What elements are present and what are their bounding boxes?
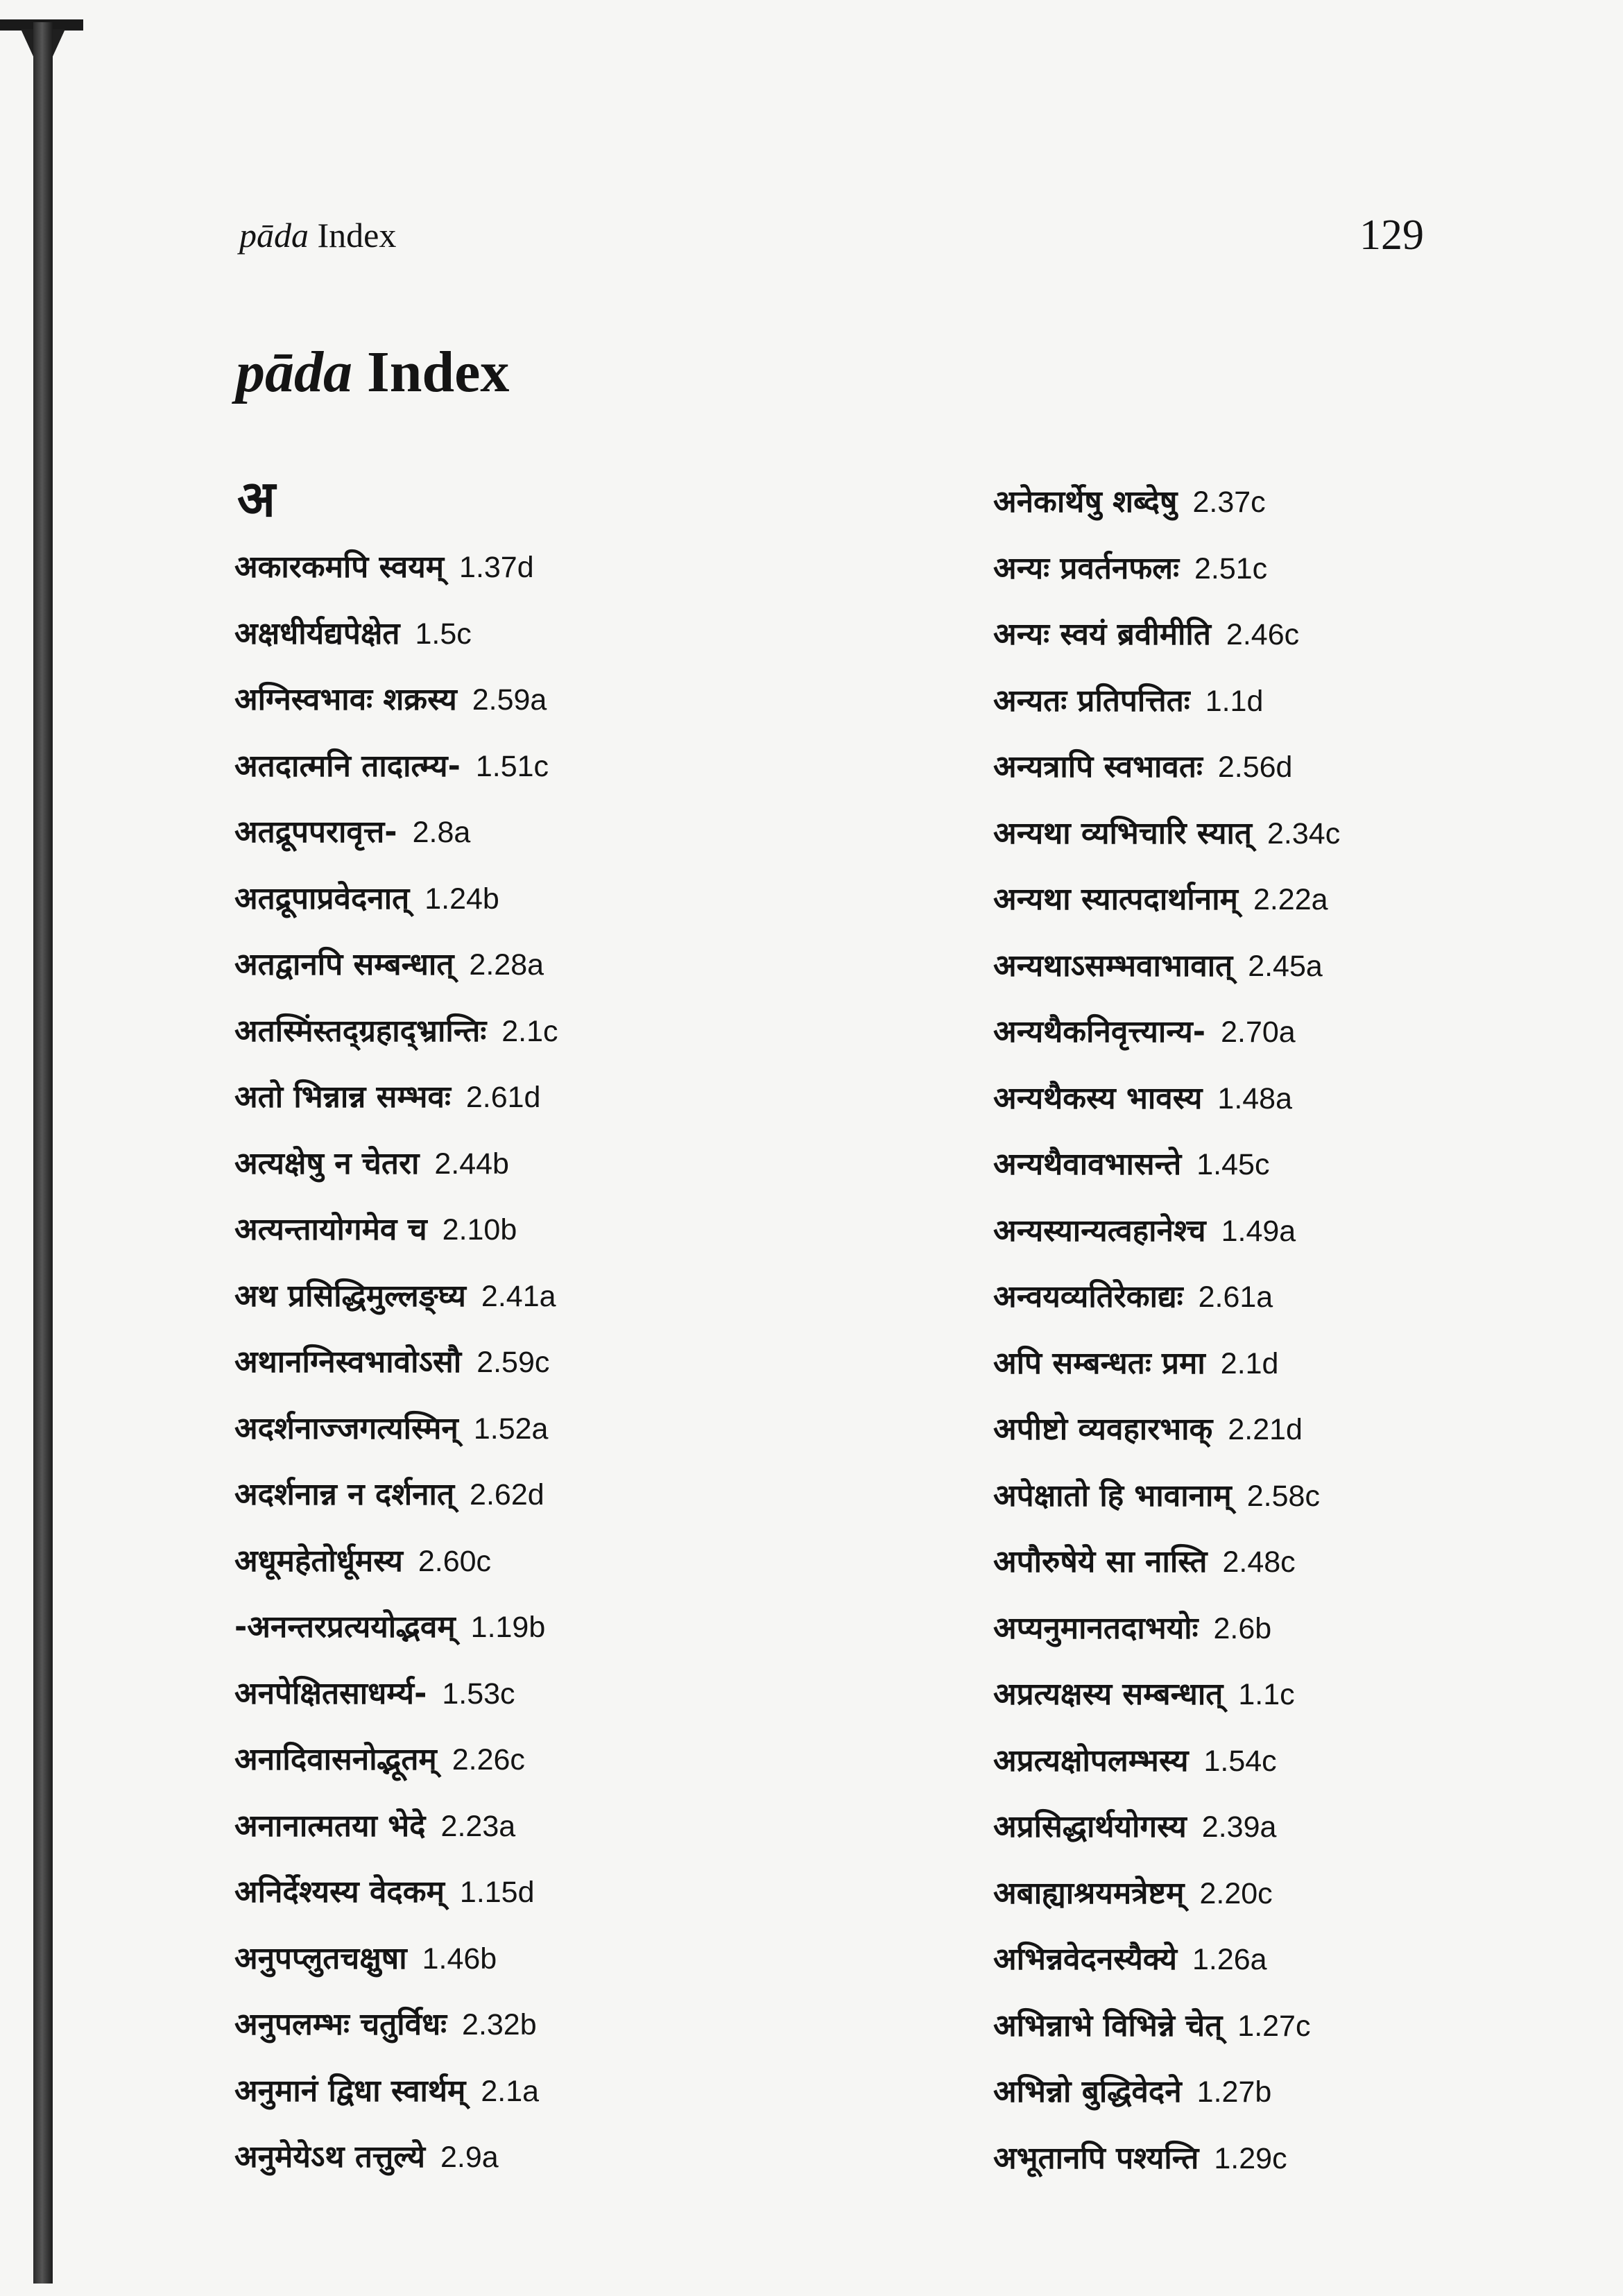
entry-pada: अनुमानं द्विधा स्वार्थम् (234, 2073, 466, 2109)
index-entry (993, 601, 1340, 668)
entry-reference: 2.59a (472, 683, 547, 717)
entry-reference: 2.1a (481, 2074, 540, 2108)
entry-reference: 1.19b (470, 1611, 546, 1644)
index-entry (234, 1991, 558, 2058)
running-head (239, 215, 396, 255)
page-title (236, 339, 509, 406)
entry-reference: 2.56d (1217, 751, 1293, 784)
entry-pada: अतद्रूपाप्रवेदनात् (234, 880, 410, 916)
entry-pada: अनेकार्थेषु शब्देषु (993, 484, 1178, 520)
entry-pada: अनादिवासनोद्भूतम् (234, 1742, 437, 1777)
entry-reference: 1.54c (1203, 1744, 1277, 1778)
entry-reference: 2.8a (412, 816, 471, 849)
running-head-italic: pāda (239, 216, 309, 255)
index-entry (993, 1463, 1340, 1530)
entry-pada: अबाह्याश्रयमत्रेष्टम् (993, 1875, 1185, 1911)
index-entry (234, 2058, 558, 2125)
entry-pada: अनपेक्षितसाधर्म्य- (234, 1675, 427, 1711)
entry-pada: अतदात्मनि तादात्म्य- (234, 748, 461, 784)
entry-reference: 2.60c (418, 1544, 492, 1578)
entry-reference: 2.20c (1199, 1876, 1273, 1910)
index-entry (234, 1859, 558, 1926)
entry-reference: 2.59c (476, 1346, 550, 1379)
entry-pada: अदर्शनाज्जगत्यस्मिन् (234, 1410, 458, 1446)
entry-reference: 1.1c (1238, 1678, 1295, 1711)
page-title-italic: pāda (236, 340, 352, 404)
entry-pada: अथानग्निस्वभावोऽसौ (234, 1344, 462, 1380)
entry-pada: अक्षधीर्यद्यपेक्षेत (234, 615, 400, 651)
index-entry (234, 1727, 558, 1793)
index-entry (993, 1330, 1340, 1397)
index-entry (993, 866, 1340, 933)
entry-pada: अनुपलम्भः चतुर्विधः (234, 2007, 447, 2042)
index-entry (234, 998, 558, 1065)
entry-pada: अप्रत्यक्षस्य सम्बन्धात् (993, 1677, 1223, 1712)
index-entry (993, 1065, 1340, 1132)
index-entry (234, 601, 558, 667)
entry-pada: अपौरुषेये सा नास्ति (993, 1544, 1208, 1579)
entry-pada: अन्यत्रापि स्वभावतः (993, 749, 1203, 785)
entry-reference: 2.61a (1198, 1280, 1273, 1314)
entry-reference: 2.1d (1220, 1346, 1279, 1380)
entry-pada: अधूमहेतोर्धूमस्य (234, 1543, 403, 1579)
entry-reference: 2.62d (470, 1478, 544, 1511)
entry-reference: 2.58c (1246, 1479, 1320, 1513)
index-entry (234, 1131, 558, 1197)
entry-pada: अपि सम्बन्धतः प्रमा (993, 1345, 1205, 1381)
entry-reference: 2.10b (442, 1213, 517, 1246)
entry-pada: अनुपप्लुतचक्षुषा (234, 1940, 407, 1976)
index-entry (993, 2059, 1340, 2125)
entry-pada: अभिन्नवेदनस्यैक्ये (993, 1942, 1177, 1977)
entry-reference: 1.27b (1196, 2075, 1272, 2109)
entry-pada: अतद्रूपपरावृत्त- (234, 814, 397, 850)
index-entry (234, 932, 558, 998)
entry-pada: अन्यथैवावभासन्ते (993, 1147, 1182, 1182)
entry-reference: 2.21d (1228, 1413, 1303, 1446)
index-entry (993, 1198, 1340, 1265)
entry-pada: अप्रत्यक्षोपलम्भस्य (993, 1742, 1189, 1779)
index-entry (234, 799, 558, 866)
entry-pada: अन्यथा व्यभिचारि स्यात् (993, 815, 1253, 851)
entry-reference: 1.52a (473, 1412, 549, 1446)
entry-reference: 2.6b (1213, 1611, 1272, 1645)
entry-pada: अन्यथा स्यात्पदार्थानाम् (993, 882, 1238, 917)
entry-reference: 1.29c (1214, 2141, 1287, 2175)
index-entry (993, 933, 1340, 1000)
index-entry (993, 1794, 1340, 1860)
entry-reference: 1.51c (475, 749, 549, 783)
index-entry (234, 1926, 558, 1992)
entry-reference: 1.27c (1237, 2009, 1311, 2043)
index-entry (993, 469, 1340, 536)
index-entry (234, 1263, 558, 1330)
entry-reference: 2.28a (469, 948, 544, 982)
index-entry (234, 1396, 558, 1462)
entry-pada: अतो भिन्नान्न सम्भवः (234, 1079, 451, 1115)
index-entry (993, 1993, 1340, 2059)
entry-pada: अन्यतः प्रतिपत्तितः (993, 683, 1190, 719)
running-head-rest: Index (309, 216, 397, 255)
entry-pada: अत्यक्षेषु न चेतरा (234, 1145, 420, 1181)
page-title-rest: Index (352, 340, 510, 404)
entry-reference: 1.1d (1205, 684, 1264, 718)
entry-reference: 1.5c (415, 617, 472, 651)
entry-pada: अभूतानपि पश्यन्ति (993, 2140, 1199, 2176)
entry-pada: अपीष्टो व्यवहारभाक् (993, 1412, 1213, 1447)
entry-pada: अभिन्नो बुद्धिवेदने (993, 2074, 1182, 2109)
entry-reference: 2.70a (1221, 1016, 1296, 1049)
entry-reference: 2.48c (1222, 1545, 1296, 1579)
index-entry (234, 1661, 558, 1727)
index-entry (993, 1595, 1340, 1662)
entry-reference: 2.51c (1194, 551, 1268, 585)
index-entry (993, 1926, 1340, 1993)
section-letter: अ (237, 470, 276, 528)
index-entry (993, 1860, 1340, 1927)
index-entry (993, 536, 1340, 602)
entry-reference: 2.45a (1248, 949, 1323, 983)
entry-pada: अन्यः प्रवर्तनफलः (993, 550, 1179, 586)
index-entry (993, 1396, 1340, 1463)
index-entry (234, 733, 558, 800)
index-entry (234, 1064, 558, 1131)
right-index-column (993, 469, 1340, 2191)
entry-reference: 2.44b (434, 1147, 509, 1181)
entry-reference: 2.61d (465, 1081, 541, 1114)
entry-pada: अप्रसिद्धार्थयोगस्य (993, 1809, 1187, 1844)
left-index-column (234, 534, 558, 2191)
entry-pada: अन्यः स्वयं ब्रवीमीति (993, 617, 1211, 652)
entry-reference: 1.24b (424, 882, 499, 916)
entry-reference: 2.9a (440, 2141, 499, 2174)
index-entry (993, 1529, 1340, 1595)
entry-reference: 2.23a (440, 1809, 516, 1843)
entry-reference: 2.1c (501, 1014, 558, 1048)
entry-pada: अपेक्षातो हि भावानाम् (993, 1477, 1232, 1514)
index-entry (234, 534, 558, 601)
index-entry (234, 1793, 558, 1860)
entry-reference: 1.46b (422, 1942, 497, 1976)
entry-pada: -अनन्तरप्रत्ययोद्भवम् (234, 1609, 456, 1645)
entry-reference: 2.34c (1267, 816, 1341, 850)
index-entry (993, 800, 1340, 867)
entry-reference: 2.37c (1192, 486, 1266, 519)
entry-reference: 2.32b (462, 2008, 537, 2041)
entry-pada: अन्यस्यान्यत्वहानेश्च (993, 1213, 1206, 1249)
index-entry (234, 1462, 558, 1528)
entry-pada: अत्यन्तायोगमेव च (234, 1212, 427, 1247)
index-entry (234, 1329, 558, 1396)
entry-pada: अग्निस्वभावः शक्रस्य (234, 682, 457, 717)
entry-pada: अतस्मिंस्तद्ग्रहाद्भ्रान्तिः (234, 1013, 487, 1049)
entry-pada: अदर्शनान्न न दर्शनात् (234, 1477, 455, 1512)
entry-reference: 1.45c (1196, 1148, 1270, 1181)
entry-pada: अन्वयव्यतिरेकाद्यः (993, 1279, 1183, 1314)
page-number: 129 (1359, 212, 1424, 259)
index-entry (993, 1131, 1340, 1198)
entry-reference: 2.46c (1226, 618, 1300, 651)
index-entry (234, 1528, 558, 1595)
entry-reference: 2.39a (1201, 1810, 1277, 1844)
entry-pada: अन्यथैकनिवृत्त्यान्य- (993, 1014, 1206, 1050)
entry-pada: अथ प्रसिद्धिमुल्लङ्घ्य (234, 1278, 466, 1314)
entry-reference: 2.26c (452, 1743, 525, 1776)
entry-pada: अतद्वानपि सम्बन्धात् (234, 947, 454, 982)
entry-reference: 1.48a (1217, 1081, 1293, 1115)
entry-reference: 2.22a (1253, 883, 1328, 916)
index-entry (993, 1728, 1340, 1794)
binding-edge (33, 22, 53, 2284)
entry-pada: अन्यथैकस्य भावस्य (993, 1080, 1203, 1116)
entry-pada: अनानात्मतया भेदे (234, 1808, 426, 1844)
index-entry (993, 668, 1340, 735)
entry-reference: 1.53c (442, 1677, 515, 1711)
index-entry (234, 667, 558, 733)
entry-pada: अन्यथाऽसम्भवाभावात् (993, 948, 1233, 984)
entry-pada: अनिर्देश्यस्य वेदकम् (234, 1874, 445, 1910)
entry-pada: अप्यनुमानतदाभयोः (993, 1610, 1199, 1646)
entry-reference: 1.15d (459, 1876, 535, 1909)
entry-pada: अनुमेयेऽथ तत्तुल्ये (234, 2139, 425, 2175)
index-entry (993, 734, 1340, 800)
index-entry (234, 1594, 558, 1661)
index-entry (234, 1197, 558, 1263)
entry-reference: 1.37d (459, 551, 534, 584)
index-entry (993, 1264, 1340, 1330)
entry-pada: अभिन्नाभे विभिन्ने चेत् (993, 2007, 1223, 2044)
index-entry (993, 2125, 1340, 2192)
entry-reference: 2.41a (481, 1279, 556, 1313)
index-entry (234, 866, 558, 932)
entry-reference: 1.26a (1192, 1943, 1267, 1976)
index-entry (234, 2124, 558, 2191)
index-entry (993, 1661, 1340, 1728)
index-entry (993, 999, 1340, 1065)
entry-pada: अकारकमपि स्वयम् (234, 549, 445, 585)
entry-reference: 1.49a (1221, 1214, 1296, 1248)
